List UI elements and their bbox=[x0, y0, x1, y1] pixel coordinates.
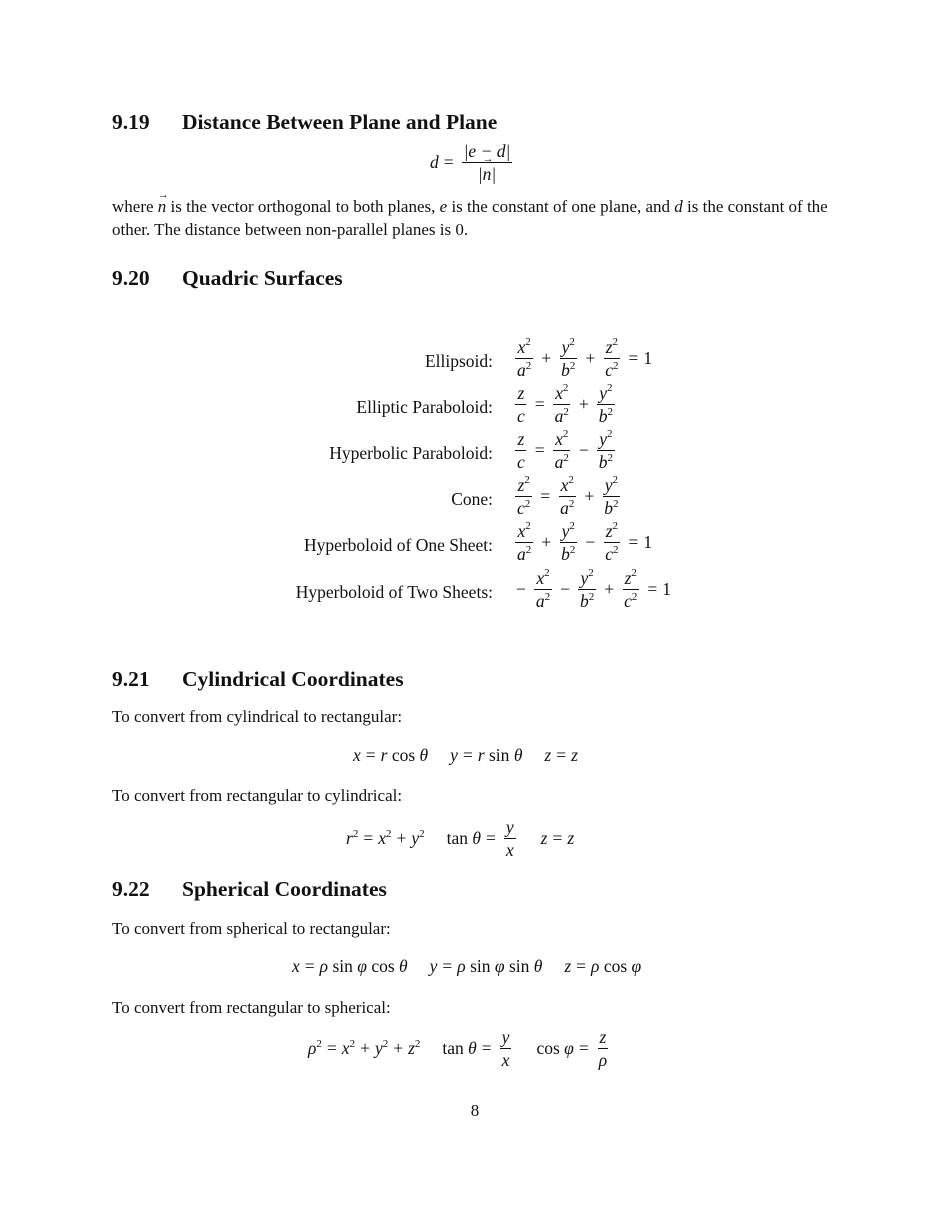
section-heading-9-20 bbox=[112, 266, 343, 291]
quadric-label: Ellipsoid: bbox=[424, 351, 493, 371]
section-title: Spherical Coordinates bbox=[182, 877, 387, 901]
equation-plane-distance: d = $\frac{|e - d|}{|\to n|}$ bbox=[430, 142, 515, 184]
text-fragment: is the vector orthogonal to both planes, bbox=[170, 197, 436, 216]
quadric-label: Hyperbolic Paraboloid: bbox=[329, 443, 493, 463]
equation-cone: $\frac{z^2}{c^2}$ = $\frac{x^2}{a^2}$ + $\frac{y^2}{b^2}$ bbox=[517, 474, 619, 519]
paragraph-rect-to-sph: To convert from rectangular to spherical: bbox=[112, 998, 391, 1017]
page-number: 8 bbox=[470, 1101, 480, 1120]
quadric-label: Cone: bbox=[451, 489, 493, 509]
section-number: 9.21 bbox=[112, 667, 150, 691]
equation-rect-to-sph: $\rho^2$ = $x^2$ + $y^2$ + $z^2$ tan θ = $\frac{y}{x}$ cos φ = $\frac{z}{\rho}$ bbox=[308, 1027, 608, 1071]
section-title: Distance Between Plane and Plane bbox=[182, 110, 498, 134]
equation-ellipsoid: $\frac{x^2}{a^2}$ + $\frac{y^2}{b^2}$ + $\frac{z^2}{c^2}$ = 1 bbox=[517, 336, 653, 381]
paragraph-plane-distance: where → n is the vector orthogonal to both planes, e is the constant of one plane, and d is the constant of the other. The distance between non-parallel planes is 0. bbox=[112, 195, 842, 241]
equation-sph-to-rect: x = ρ sin φ cos θ y = ρ sin φ sin θ z = ρ cos φ bbox=[292, 956, 642, 976]
equation-hyperboloid-two-sheets: − $\frac{x^2}{a^2}$ − $\frac{y^2}{b^2}$ + $\frac{z^2}{c^2}$ = 1 bbox=[516, 567, 672, 612]
section-title: Quadric Surfaces bbox=[182, 266, 343, 290]
section-title: Cylindrical Coordinates bbox=[182, 667, 404, 691]
quadric-label: Hyperboloid of One Sheet: bbox=[303, 535, 493, 555]
paragraph-sph-to-rect: To convert from spherical to rectangular: bbox=[112, 919, 391, 938]
section-heading-9-19 bbox=[112, 110, 497, 135]
quadric-label: Hyperboloid of Two Sheets: bbox=[295, 582, 493, 602]
section-number: 9.20 bbox=[112, 266, 150, 290]
section-heading-9-22 bbox=[112, 877, 387, 902]
text-fragment: is the constant of the other. The distance between non-parallel planes is 0. bbox=[112, 197, 828, 239]
equation-hyperbolic-paraboloid: $\frac{z}{c}$ = $\frac{x^2}{a^2}$ − $\frac{y^2}{b^2}$ bbox=[517, 428, 614, 473]
equation-elliptic-paraboloid: $\frac{z}{c}$ = $\frac{x^2}{a^2}$ + $\frac{y^2}{b^2}$ bbox=[517, 382, 614, 427]
text-fragment: is the constant of one plane, and bbox=[451, 197, 671, 216]
section-heading-9-21 bbox=[112, 667, 404, 692]
quadric-label: Elliptic Paraboloid: bbox=[356, 397, 493, 417]
section-number: 9.19 bbox=[112, 110, 150, 134]
text-fragment: where bbox=[112, 197, 154, 216]
section-number: 9.22 bbox=[112, 877, 150, 901]
paragraph-rect-to-cyl: To convert from rectangular to cylindrical: bbox=[112, 786, 403, 805]
equation-cyl-to-rect: x = r cos θ y = r sin θ z = z bbox=[353, 745, 578, 765]
equation-hyperboloid-one-sheet: $\frac{x^2}{a^2}$ + $\frac{y^2}{b^2}$ − $\frac{z^2}{c^2}$ = 1 bbox=[517, 520, 653, 565]
paragraph-cyl-to-rect: To convert from cylindrical to rectangular: bbox=[112, 707, 403, 726]
equation-rect-to-cyl: $r^2$ = $x^2$ + $y^2$ tan θ = $\frac{y}{x}$ z = z bbox=[346, 817, 575, 861]
